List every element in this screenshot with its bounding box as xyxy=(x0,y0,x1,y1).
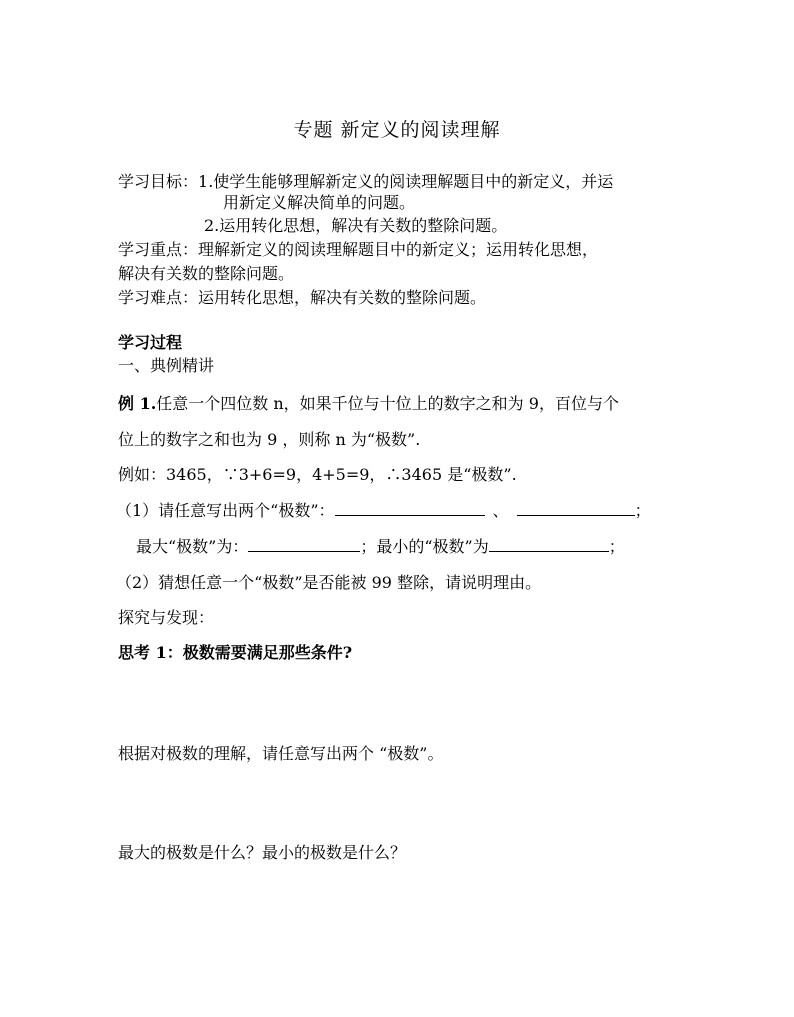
goals-line2: 2.运用转化思想，解决有关数的整除问题。 xyxy=(204,216,508,235)
question2-line: （2）猜想任意一个“极数”是否能被 99 整除，请说明理由。 xyxy=(116,573,542,592)
goals-line1b: 用新定义解决简单的问题。 xyxy=(223,193,416,212)
answer-blank-1[interactable] xyxy=(335,501,485,516)
page-title: 专题 新定义的阅读理解 xyxy=(293,119,501,141)
key-line2: 解决有关数的整除问题。 xyxy=(118,264,295,283)
explore-line: 探究与发现： xyxy=(118,608,215,627)
question1b-line xyxy=(136,537,625,557)
think1-line: 思考 1：极数需要满足那些条件? xyxy=(118,643,353,662)
prompt1-line: 根据对极数的理解，请任意写出两个 “极数”。 xyxy=(118,744,444,763)
goals-line1 xyxy=(118,172,613,192)
q1-prefix: （1）请任意写出两个“极数”： xyxy=(116,501,335,520)
q1b-mid: ；最小的“极数”为 xyxy=(360,537,489,556)
q1-end: ； xyxy=(634,501,651,520)
prompt2-line: 最大的极数是什么？最小的极数是什么？ xyxy=(118,843,407,862)
section-heading: 一、典例精讲 xyxy=(118,356,215,375)
question1-line xyxy=(116,501,651,521)
answer-blank-2[interactable] xyxy=(517,501,635,516)
q1-separator: 、 xyxy=(492,501,509,520)
q1b-end: ； xyxy=(608,537,625,556)
example-text1: 任意一个四位数 n，如果千位与十位上的数字之和为 9，百位与个 xyxy=(156,394,619,413)
answer-blank-min[interactable] xyxy=(489,537,609,552)
key-line1: 学习重点：理解新定义的阅读理解题目中的新定义；运用转化思想， xyxy=(118,240,599,259)
example-line1 xyxy=(118,394,619,414)
example-label: 例 1. xyxy=(118,394,157,413)
q1b-prefix: 最大“极数”为： xyxy=(136,537,249,556)
process-heading: 学习过程 xyxy=(118,333,183,352)
example-line2: 位上的数字之和也为 9 ，则称 n 为“极数”. xyxy=(118,430,421,449)
answer-blank-max[interactable] xyxy=(248,537,360,552)
difficulty-line: 学习难点：运用转化思想，解决有关数的整除问题。 xyxy=(118,288,487,307)
example-instance: 例如：3465，∵3+6=9，4+5=9，∴3465 是“极数”. xyxy=(118,465,517,484)
goals-text1: 1.使学生能够理解新定义的阅读理解题目中的新定义，并运 xyxy=(198,172,614,191)
goals-label: 学习目标： xyxy=(118,172,199,191)
